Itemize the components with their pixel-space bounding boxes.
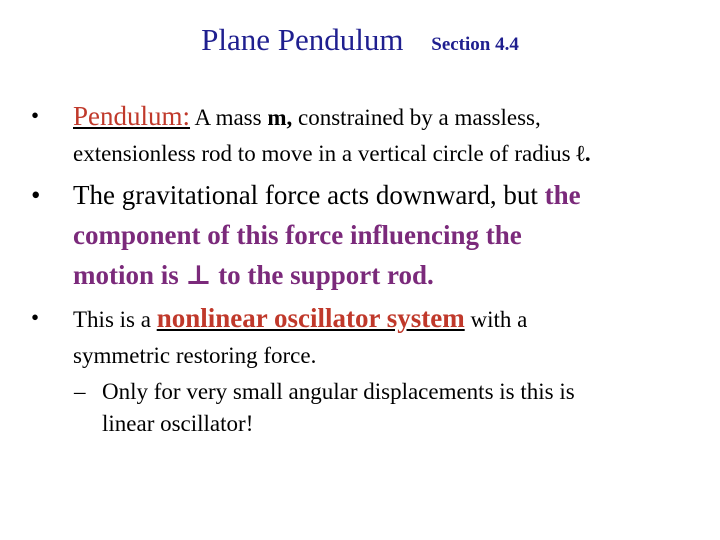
- sub-bullet-small-angles: [74, 376, 575, 440]
- sub-bullet-mark: –: [74, 379, 86, 404]
- bullet-line: Only for very small angular displacements is this is: [102, 379, 575, 404]
- bullet-line: [73, 175, 581, 215]
- term-nonlinear-oscillator: nonlinear oscillator system: [156, 303, 465, 333]
- text-segment: with a: [464, 307, 528, 332]
- bullet-mark: •: [31, 103, 40, 128]
- slide-title: [0, 18, 720, 67]
- title-main: Plane Pendulum: [201, 22, 404, 57]
- text-segment: to the support rod.: [211, 260, 434, 290]
- mass-symbol: m,: [267, 105, 293, 130]
- term-pendulum: Pendulum:: [73, 101, 191, 131]
- bullet-line: [73, 300, 527, 338]
- bullet-nonlinear-oscillator: [31, 300, 527, 374]
- bullet-line: linear oscillator!: [102, 411, 254, 436]
- text-segment: motion is: [73, 260, 186, 290]
- text-segment: extensionless rod to move in a vertical circle of radius: [73, 141, 577, 166]
- text-segment: constrained by a massless,: [292, 105, 541, 130]
- emphasis-line: [73, 255, 581, 295]
- bullet-line: [73, 136, 591, 172]
- bullet-line: symmetric restoring force.: [73, 343, 317, 368]
- bullet-mark: •: [31, 180, 41, 210]
- emphasis-line: component of this force influencing the: [73, 220, 522, 250]
- bullet-gravitational-force: [31, 175, 581, 295]
- title-section: Section 4.4: [431, 34, 519, 55]
- text-segment: The gravitational force acts downward, but: [73, 180, 545, 210]
- emphasis-text: the: [544, 180, 581, 210]
- text-segment: This is a: [73, 307, 157, 332]
- bullet-line: [73, 98, 591, 136]
- radius-symbol: ℓ.: [576, 141, 591, 166]
- bullet-mark: •: [31, 305, 40, 330]
- perpendicular-symbol: ⊥: [185, 260, 212, 290]
- text-segment: A mass: [190, 105, 268, 130]
- bullet-pendulum: [31, 98, 591, 172]
